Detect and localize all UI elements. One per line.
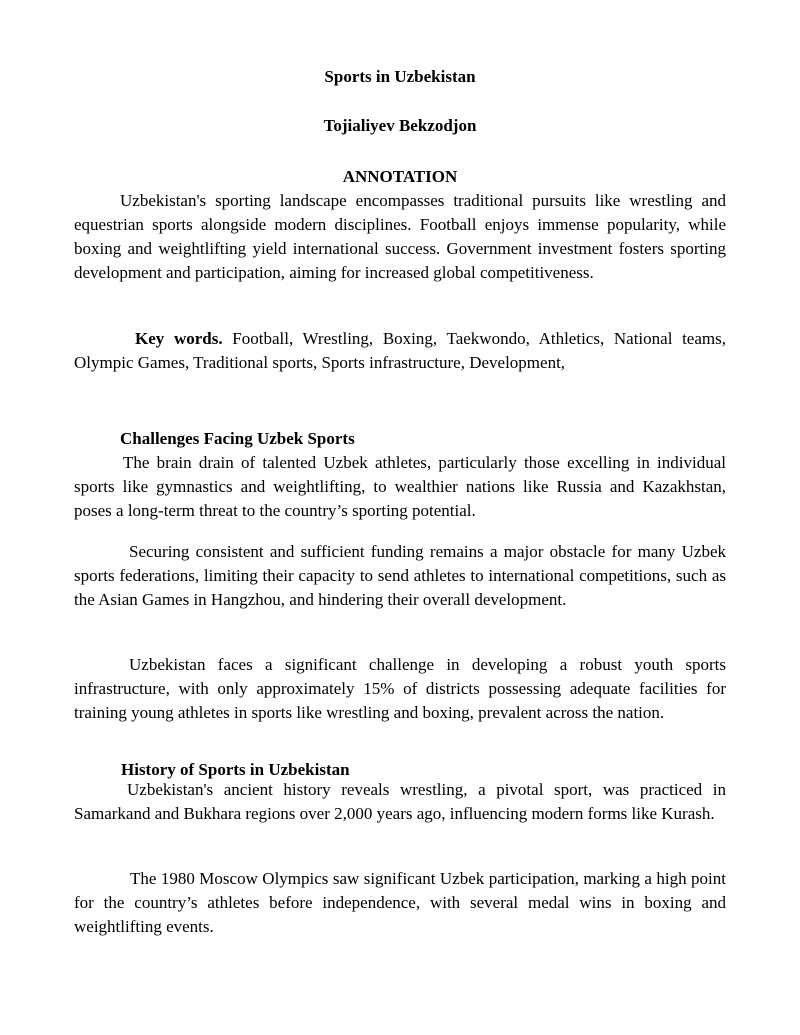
keywords-list: Football, Wrestling, Boxing, Taekwondo, Athletics, National teams, Olympic Games, Traditional sports, Sports infrastructure, Development, [74, 329, 726, 372]
author-name: Tojialiyev Bekzodjon [323, 116, 477, 135]
section-heading-history: History of Sports in Uzbekistan [121, 760, 350, 779]
annotation-paragraph: Uzbekistan's sporting landscape encompasses traditional pursuits like wrestling and equestrian sports alongside modern disciplines. Football enjoys immense popularity, while boxing and weightlifting yield international success. Government investment fosters sporting development and participation, aiming for increased global competitiveness. [74, 191, 726, 282]
challenges-paragraph-1: The brain drain of talented Uzbek athletes, particularly those excelling in individual sports like gymnastics and weightlifting, to wealthier nations like Russia and Kazakhstan, poses a long-term threat to the country’s sporting potential. [74, 453, 726, 520]
keywords-label: Key words. [135, 329, 223, 348]
section-heading-challenges: Challenges Facing Uzbek Sports [120, 429, 355, 448]
history-paragraph-2: The 1980 Moscow Olympics saw significant Uzbek participation, marking a high point for the country’s athletes before independence, with several medal wins in boxing and weightlifting events. [74, 869, 726, 936]
challenges-paragraph-2: Securing consistent and sufficient funding remains a major obstacle for many Uzbek sports federations, limiting their capacity to send athletes to international competitions, such as the Asian Games in Hangzhou, and hindering their overall development. [74, 542, 726, 609]
keywords-paragraph [74, 327, 726, 375]
document-title: Sports in Uzbekistan [324, 67, 476, 86]
annotation-heading: ANNOTATION [342, 167, 458, 186]
challenges-paragraph-3: Uzbekistan faces a significant challenge in developing a robust youth sports infrastructure, with only approximately 15% of districts possessing adequate facilities for training young athletes in sports like wrestling and boxing, prevalent across the nation. [74, 655, 726, 722]
history-paragraph-1: Uzbekistan's ancient history reveals wrestling, a pivotal sport, was practiced in Samarkand and Bukhara regions over 2,000 years ago, influencing modern forms like Kurash. [74, 780, 726, 823]
